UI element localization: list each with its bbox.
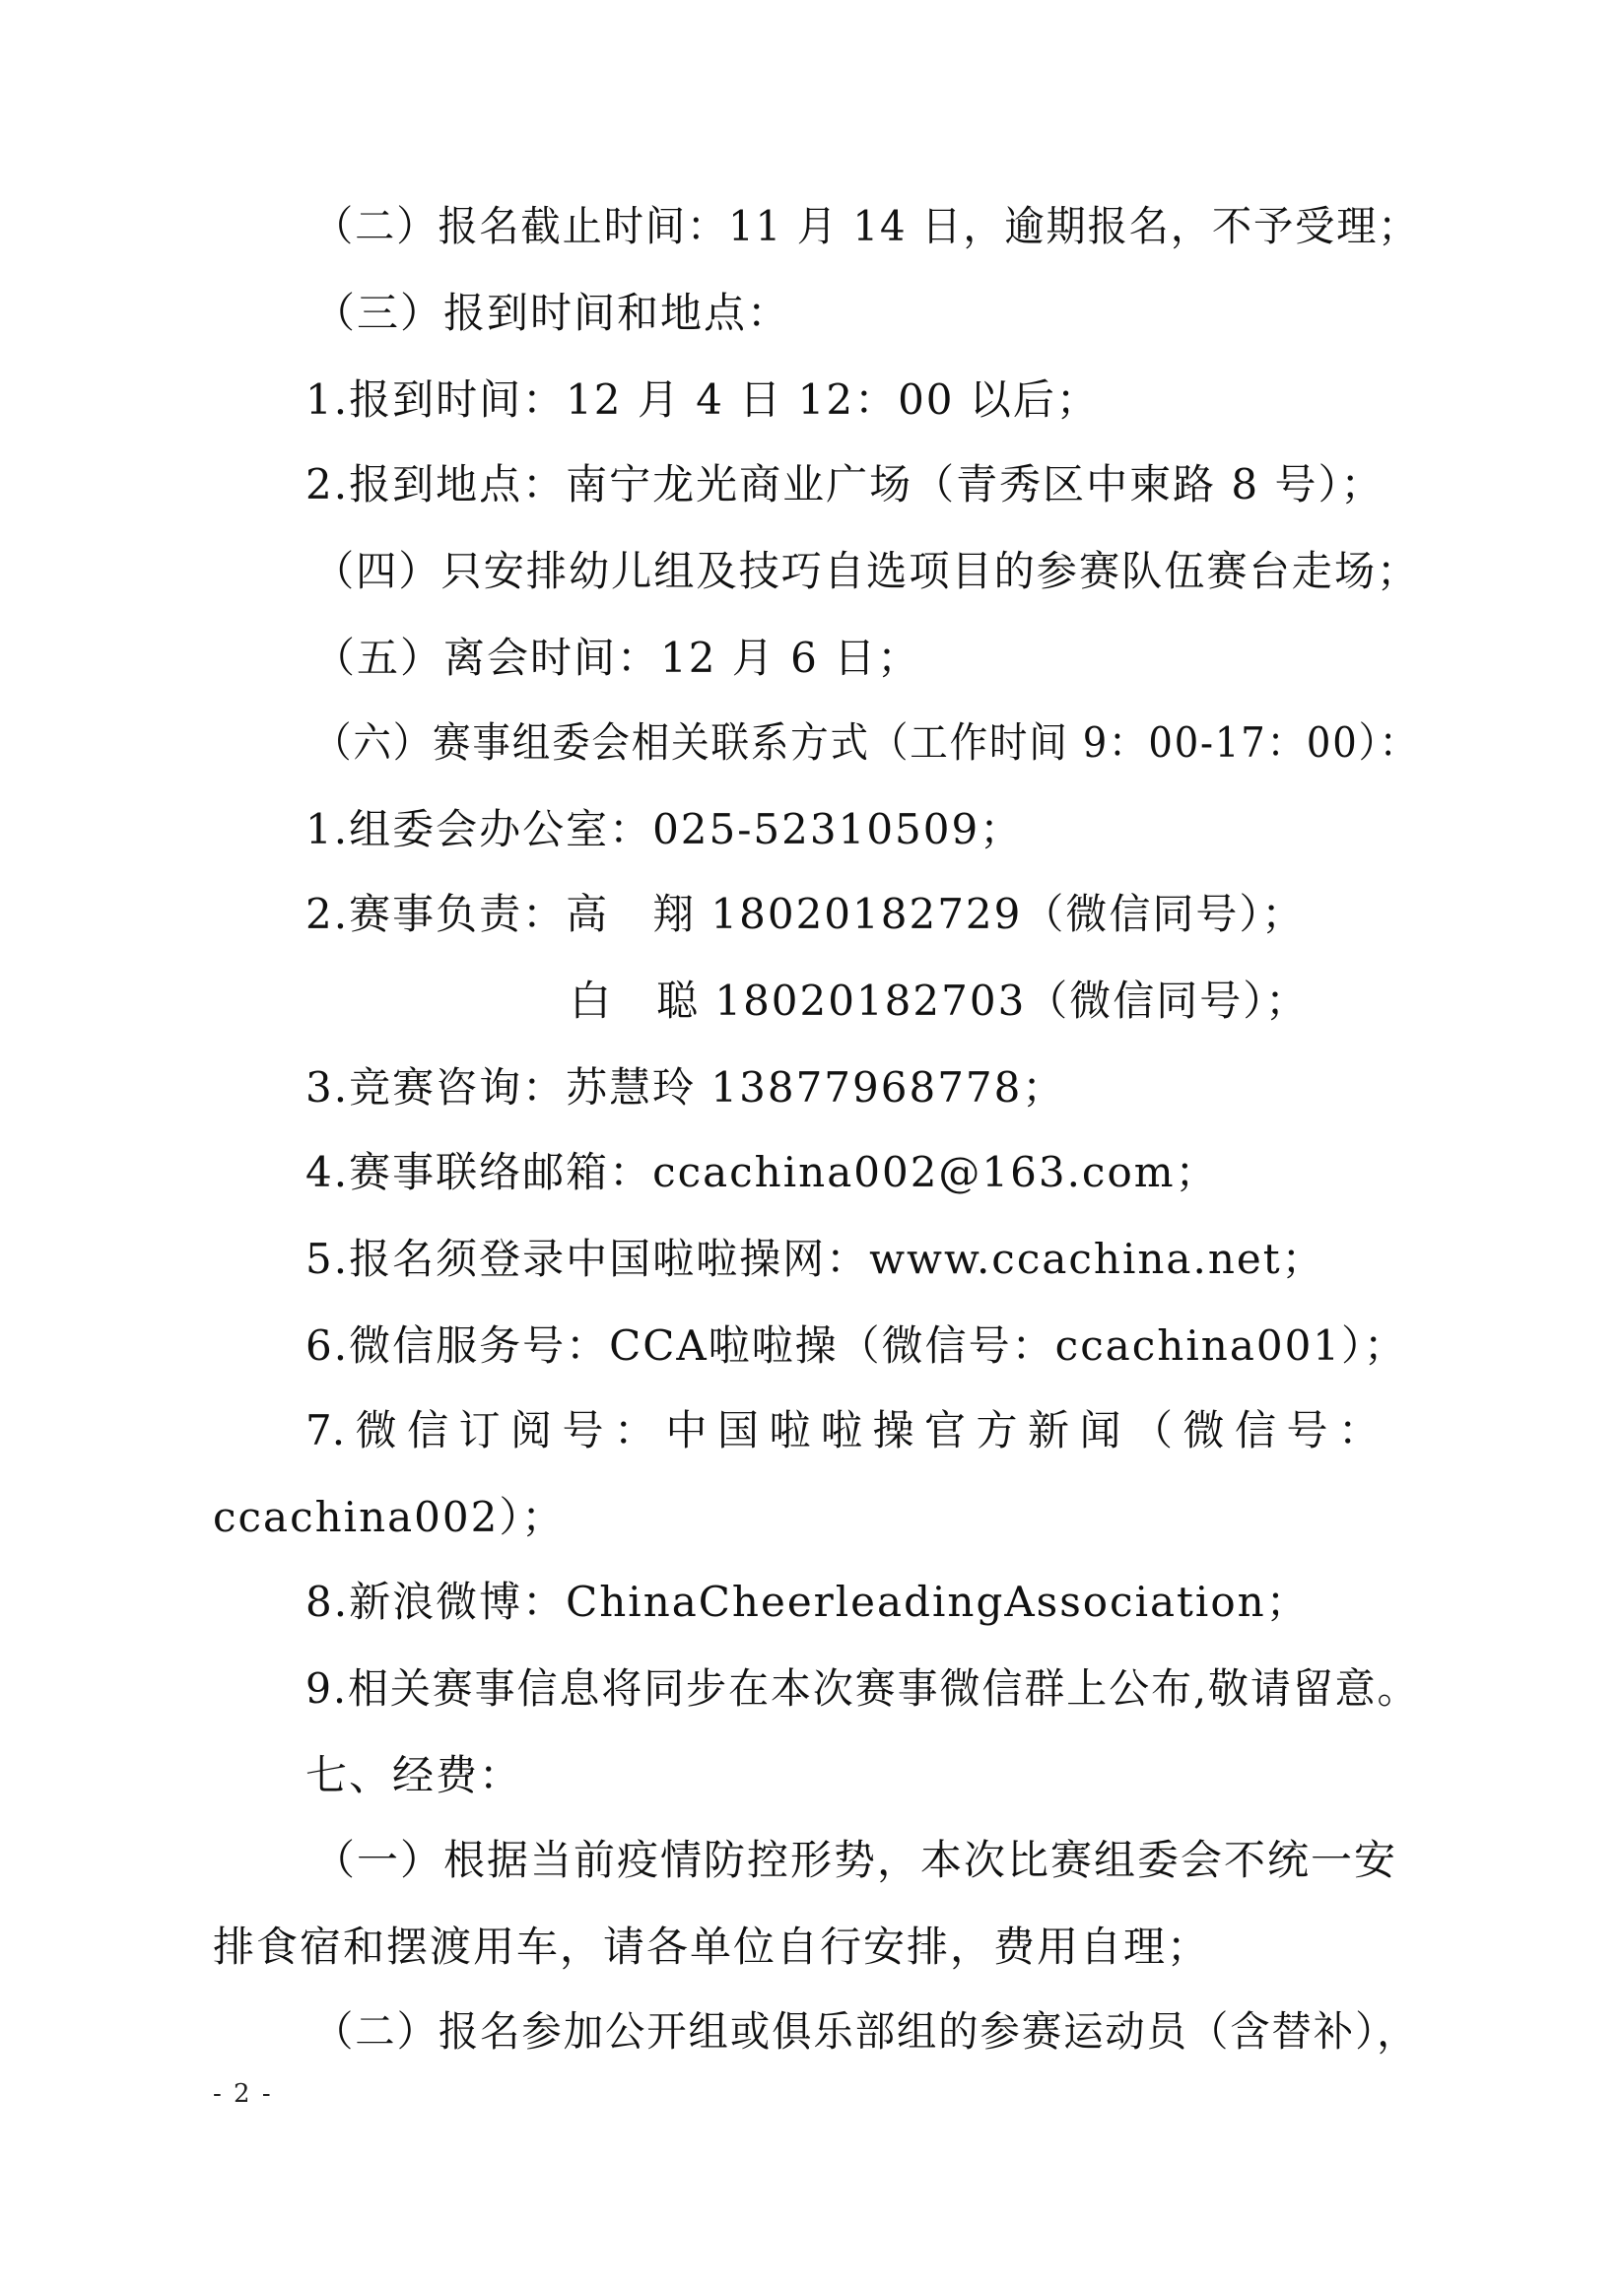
text-line-22: （二）报名参加公开组或俱乐部组的参赛运动员（含替补），: [313, 2007, 1419, 2056]
text-line-10: 白 聪 18020182703（微信同号）；: [570, 977, 1310, 1025]
text-line-6: （五）离会时间：12 月 6 日；: [313, 634, 921, 682]
text-line-3: 1.报到时间：12 月 4 日 12：00 以后；: [305, 375, 1100, 424]
text-line-14: 6.微信服务号：CCA啦啦操（微信号：ccachina001）；: [305, 1321, 1408, 1370]
text-line-7: （六）赛事组委会相关联系方式（工作时间 9：00-17：00）：: [313, 718, 1420, 767]
text-line-4: 2.报到地点：南宁龙光商业广场（青秀区中柬路 8 号）；: [305, 460, 1385, 508]
text-line-9: 2.赛事负责：高 翔 18020182729（微信同号）；: [305, 890, 1306, 938]
text-line-18: 9.相关赛事信息将同步在本次赛事微信群上公布,敬请留意。: [305, 1664, 1420, 1713]
text-line-16: ccachina002）；: [213, 1493, 566, 1541]
text-line-15: 7.微信订阅号：中国啦啦操官方新闻（微信号：: [305, 1406, 1380, 1454]
page-number: - 2 -: [213, 2079, 273, 2109]
text-line-17: 8.新浪微博：ChinaCheerleadingAssociation；: [305, 1578, 1310, 1626]
text-line-2: （三）报到时间和地点：: [313, 289, 791, 337]
text-line-1: （二）报名截止时间：11 月 14 日，逾期报名，不予受理；: [313, 202, 1420, 250]
text-line-13: 5.报名须登录中国啦啦操网：www.ccachina.net；: [305, 1235, 1325, 1283]
text-line-19: 七、经费：: [305, 1751, 523, 1799]
text-line-11: 3.竞赛咨询：苏慧玲 13877968778；: [305, 1063, 1066, 1112]
text-line-5: （四）只安排幼儿组及技巧自选项目的参赛队伍赛台走场；: [313, 547, 1420, 595]
text-line-12: 4.赛事联络邮箱：ccachina002@163.com；: [305, 1148, 1219, 1196]
text-line-20: （一）根据当前疫情防控形势，本次比赛组委会不统一安: [313, 1836, 1398, 1884]
text-line-8: 1.组委会办公室：025-52310509；: [305, 805, 1024, 853]
text-line-21: 排食宿和摆渡用车，请各单位自行安排，费用自理；: [213, 1923, 1211, 1971]
